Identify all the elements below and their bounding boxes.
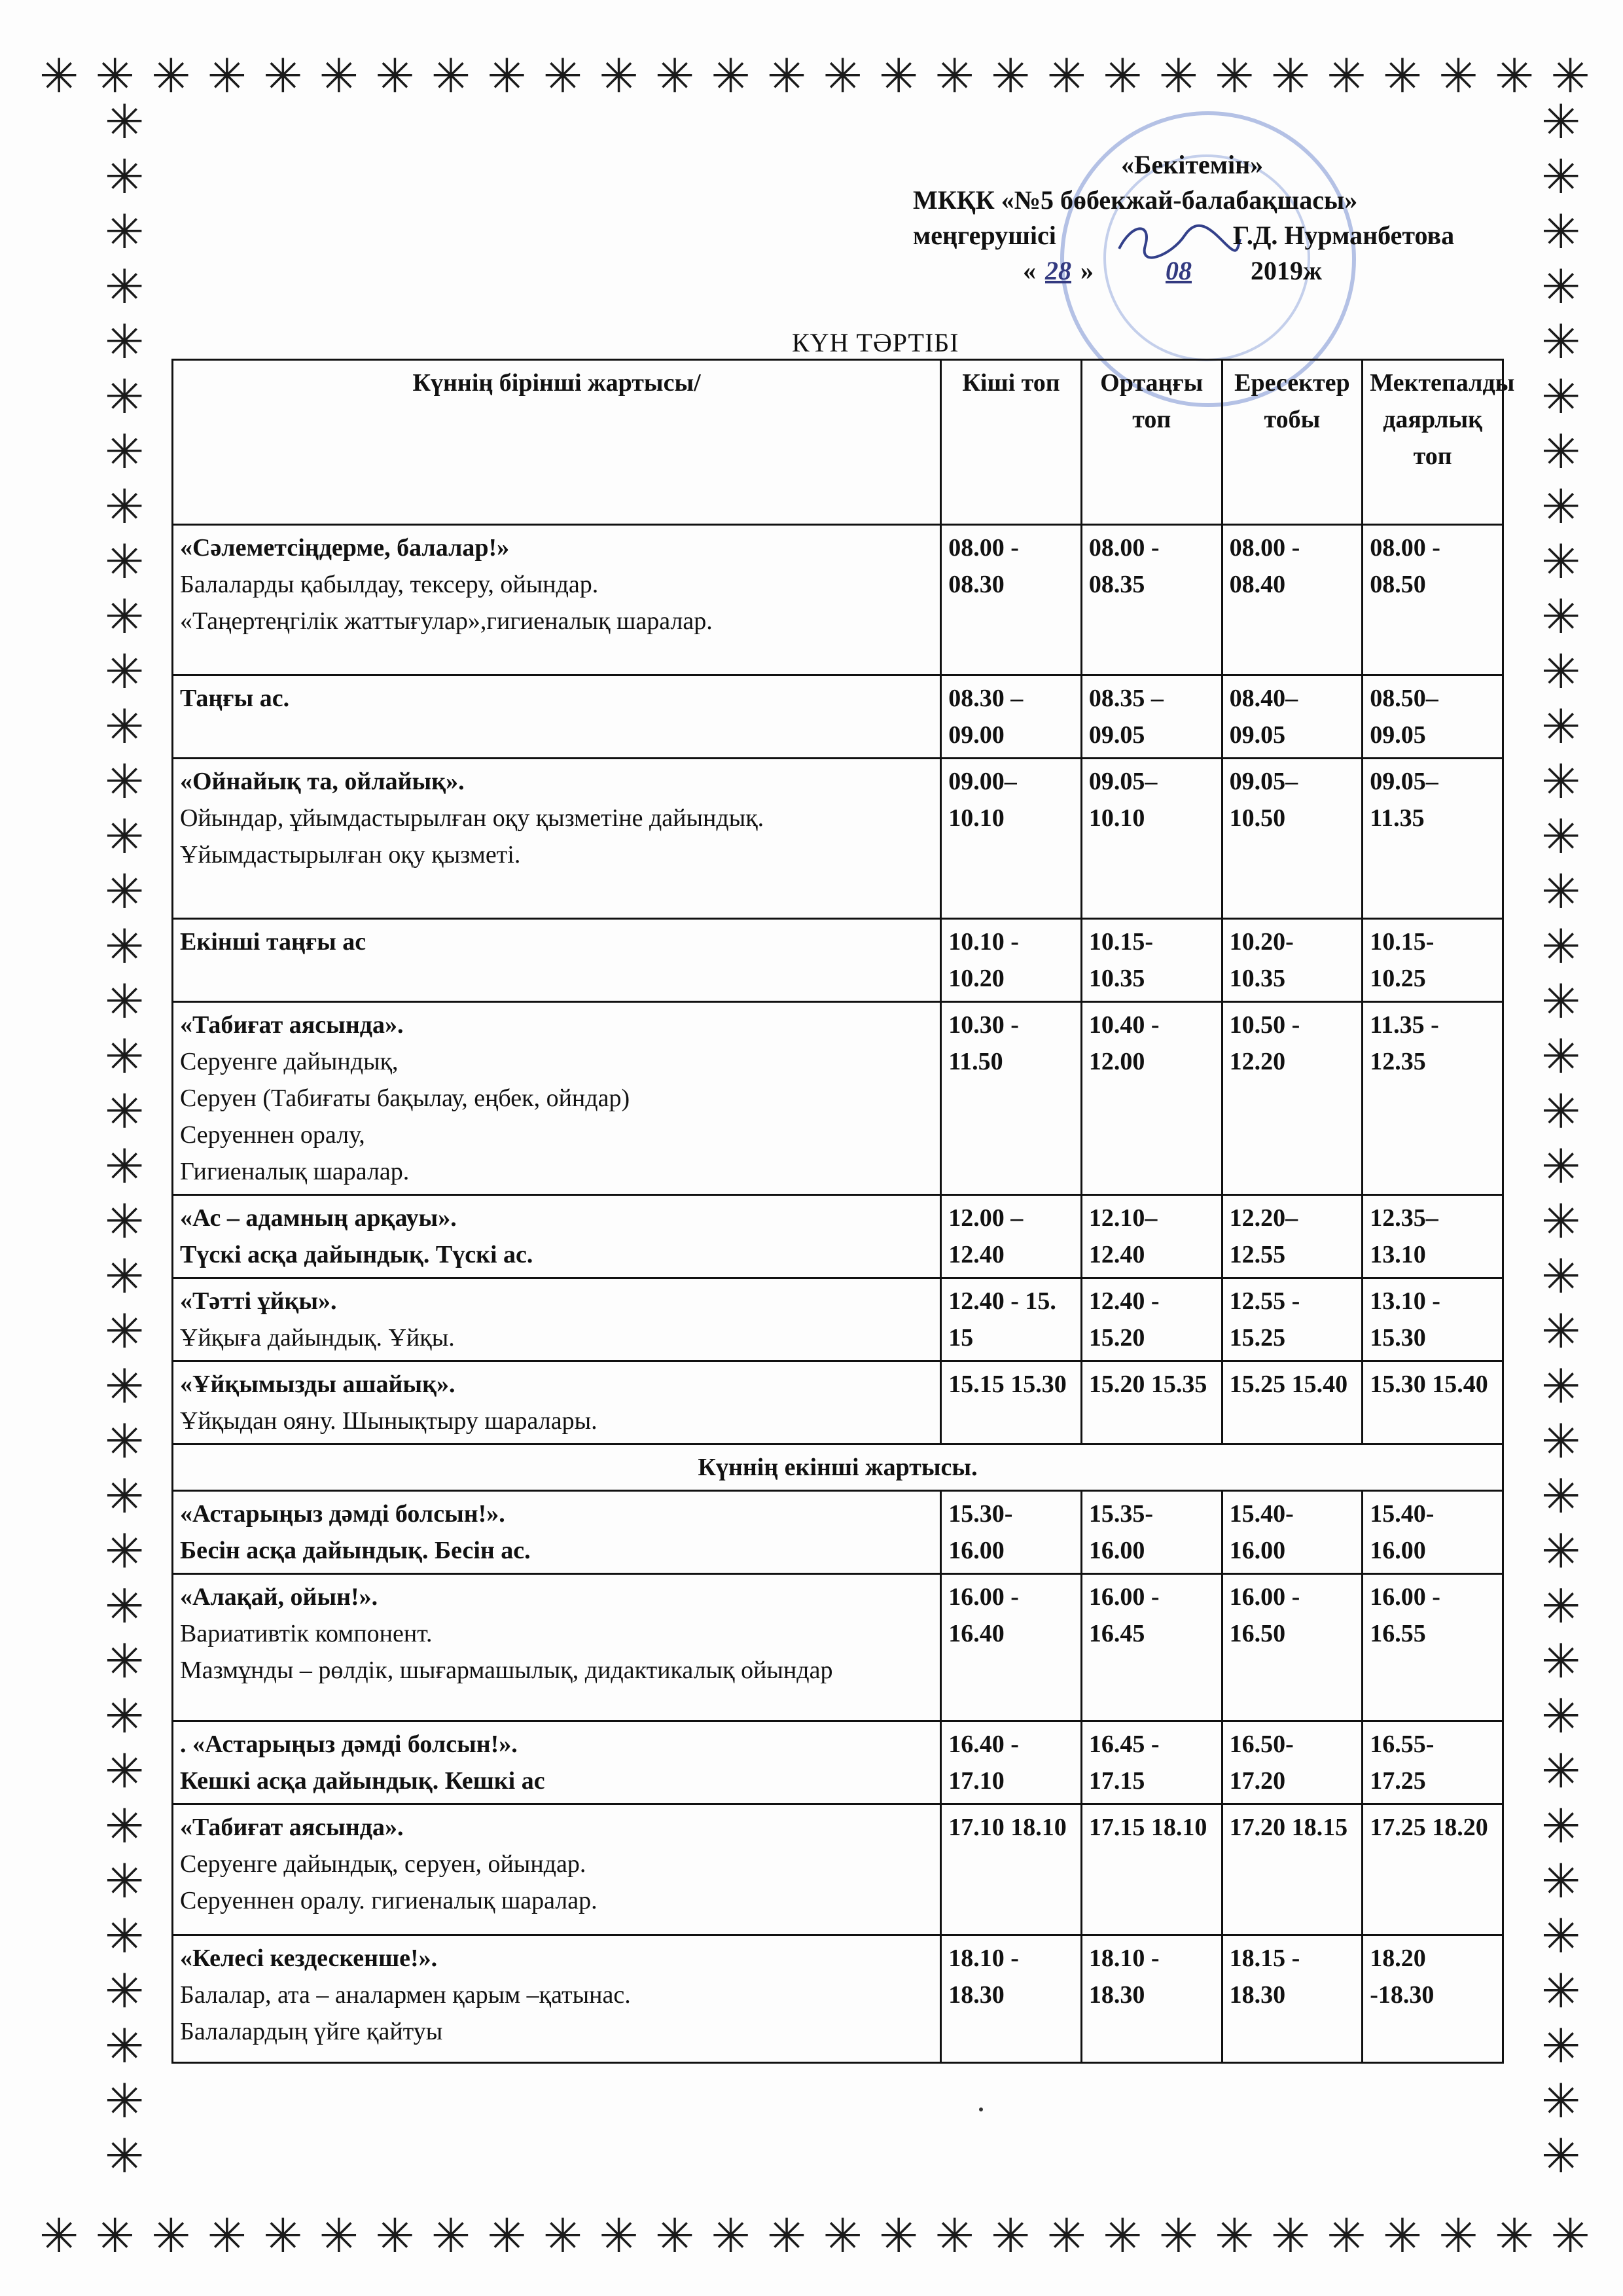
border-star-icon: ✳ — [878, 48, 919, 103]
time-cell: 11.35 - 12.35 — [1363, 1002, 1503, 1195]
time-cell: 10.10 - 10.20 — [941, 919, 1082, 1002]
border-star-icon: ✳ — [105, 1249, 145, 1304]
border-right — [1541, 94, 1581, 2183]
schedule-table — [171, 359, 1515, 2064]
border-star-icon: ✳ — [151, 48, 191, 103]
border-star-icon: ✳ — [1494, 2208, 1535, 2263]
border-star-icon: ✳ — [1541, 864, 1581, 919]
schedule-row — [173, 1935, 1503, 2063]
time-cell: 10.30 - 11.50 — [941, 1002, 1082, 1195]
border-star-icon: ✳ — [105, 94, 145, 149]
border-star-icon: ✳ — [105, 2128, 145, 2183]
schedule-row — [173, 1721, 1503, 1804]
border-star-icon: ✳ — [1541, 754, 1581, 809]
time-cell: 08.50– 09.05 — [1363, 675, 1503, 759]
border-star-icon: ✳ — [1541, 1359, 1581, 1414]
border-star-icon: ✳ — [1438, 48, 1478, 103]
border-star-icon: ✳ — [1541, 424, 1581, 479]
time-cell: 16.00 - 16.40 — [941, 1574, 1082, 1721]
activity-title: «Ас – адамның арқауы». — [180, 1204, 457, 1232]
border-star-icon: ✳ — [105, 1579, 145, 1634]
activity-line: Ұйымдастырылған оқу қызметі. — [180, 841, 521, 869]
schedule-row — [173, 1278, 1503, 1361]
activity-title: «Табиғат аясында». — [180, 1814, 404, 1841]
border-star-icon: ✳ — [1541, 1084, 1581, 1139]
border-star-icon: ✳ — [105, 2073, 145, 2128]
border-star-icon: ✳ — [95, 48, 135, 103]
time-cell: 09.05– 10.50 — [1222, 759, 1363, 919]
activity-line: «Таңертеңгілік жаттығулар»,гигиеналық шаралар. — [180, 607, 713, 635]
time-cell: 10.50 - 12.20 — [1222, 1002, 1363, 1195]
date-quote-close: » — [1080, 256, 1094, 285]
border-star-icon: ✳ — [105, 1029, 145, 1084]
border-star-icon: ✳ — [1541, 1799, 1581, 1854]
border-star-icon: ✳ — [105, 259, 145, 314]
time-cell: 09.00– 10.10 — [941, 759, 1082, 919]
border-star-icon: ✳ — [935, 48, 974, 103]
activity-cell — [173, 1804, 941, 1935]
border-star-icon: ✳ — [105, 1524, 145, 1579]
border-star-icon: ✳ — [375, 48, 415, 103]
time-cell: 12.40 - 15.20 — [1081, 1278, 1222, 1361]
activity-cell — [173, 675, 941, 759]
border-star-icon: ✳ — [1541, 369, 1581, 424]
border-star-icon: ✳ — [105, 2018, 145, 2073]
activity-line: Балалар, ата – аналармен қарым –қатынас. — [180, 1981, 631, 2009]
time-cell: 09.05– 11.35 — [1363, 759, 1503, 919]
border-star-icon: ✳ — [1541, 1579, 1581, 1634]
activity-line: Балаларды қабылдау, тексеру, ойындар. — [180, 571, 599, 598]
header-group-preschool: Мектепалды даярлық топ — [1363, 360, 1503, 525]
activity-cell — [173, 759, 941, 919]
approval-block — [913, 147, 1541, 289]
time-cell: 18.15 - 18.30 — [1222, 1935, 1363, 2063]
activity-cell — [173, 1361, 941, 1444]
schedule-row — [173, 1361, 1503, 1444]
border-star-icon: ✳ — [1550, 48, 1590, 103]
border-star-icon: ✳ — [1215, 48, 1255, 103]
border-star-icon: ✳ — [105, 1414, 145, 1469]
border-star-icon: ✳ — [431, 2208, 471, 2263]
activity-line: Серуеннен оралу. гигиеналық шаралар. — [180, 1887, 597, 1914]
border-star-icon: ✳ — [1541, 314, 1581, 369]
border-star-icon: ✳ — [105, 1964, 145, 2018]
date-month: 08 — [1166, 256, 1192, 285]
header-group-middle: Ортаңғы топ — [1081, 360, 1222, 525]
border-star-icon: ✳ — [105, 1194, 145, 1249]
time-cell: 16.40 - 17.10 — [941, 1721, 1082, 1804]
date-quote-open: « — [1023, 256, 1036, 285]
border-star-icon: ✳ — [1541, 1524, 1581, 1579]
time-cell: 12.00 – 12.40 — [941, 1195, 1082, 1278]
border-star-icon: ✳ — [105, 1799, 145, 1854]
document-title: КҮН ТӘРТІБІ — [792, 328, 959, 357]
border-star-icon: ✳ — [1541, 1304, 1581, 1359]
border-bottom — [39, 2208, 1590, 2263]
activity-title: «Келесі кездескенше!». — [180, 1945, 438, 1972]
border-star-icon: ✳ — [105, 314, 145, 369]
border-star-icon: ✳ — [1541, 259, 1581, 314]
activity-line: Серуен (Табиғаты бақылау, еңбек, ойндар) — [180, 1085, 630, 1112]
border-star-icon: ✳ — [1541, 699, 1581, 754]
time-cell: 18.20 -18.30 — [1363, 1935, 1503, 2063]
time-cell: 16.45 - 17.15 — [1081, 1721, 1222, 1804]
time-cell: 12.35– 13.10 — [1363, 1195, 1503, 1278]
border-star-icon: ✳ — [1494, 48, 1535, 103]
header-group-senior: Ересектер тобы — [1222, 360, 1363, 525]
border-star-icon: ✳ — [105, 1634, 145, 1689]
border-star-icon: ✳ — [935, 2208, 974, 2263]
border-star-icon: ✳ — [105, 1359, 145, 1414]
border-star-icon: ✳ — [1541, 1964, 1581, 2018]
border-star-icon: ✳ — [1158, 48, 1198, 103]
border-star-icon: ✳ — [1541, 1414, 1581, 1469]
activity-title: «Тәтті ұйқы». — [180, 1287, 337, 1315]
time-cell: 18.10 - 18.30 — [1081, 1935, 1222, 2063]
activity-line: Түскі асқа дайындық. Түскі ас. — [180, 1241, 533, 1268]
time-cell: 08.00 - 08.40 — [1222, 525, 1363, 675]
border-star-icon: ✳ — [599, 48, 639, 103]
time-cell: 12.10– 12.40 — [1081, 1195, 1222, 1278]
border-star-icon: ✳ — [878, 2208, 919, 2263]
border-star-icon: ✳ — [1541, 1469, 1581, 1524]
time-cell: 10.15- 10.25 — [1363, 919, 1503, 1002]
border-star-icon: ✳ — [431, 48, 471, 103]
border-star-icon: ✳ — [1541, 2128, 1581, 2183]
activity-line: Бесін асқа дайындық. Бесін ас. — [180, 1537, 531, 1564]
header-group-junior: Кіші топ — [941, 360, 1082, 525]
time-cell: 09.05– 10.10 — [1081, 759, 1222, 919]
border-star-icon: ✳ — [599, 2208, 639, 2263]
border-left — [105, 94, 145, 2183]
border-star-icon: ✳ — [105, 864, 145, 919]
time-cell: 08.30 – 09.00 — [941, 675, 1082, 759]
activity-title: «Сәлеметсіңдерме, балалар!» — [180, 534, 510, 562]
activity-title: «Ұйқымызды ашайық». — [180, 1371, 455, 1398]
border-star-icon: ✳ — [1541, 589, 1581, 644]
activity-line: Ұйқыдан ояну. Шынықтыру шаралары. — [180, 1407, 597, 1435]
border-star-icon: ✳ — [487, 48, 527, 103]
border-star-icon: ✳ — [105, 699, 145, 754]
border-star-icon: ✳ — [105, 1744, 145, 1799]
activity-line: Балалардың үйге қайтуы — [180, 2018, 443, 2045]
time-cell: 17.15 18.10 — [1081, 1804, 1222, 1935]
time-cell: 15.25 15.40 — [1222, 1361, 1363, 1444]
border-star-icon: ✳ — [105, 919, 145, 974]
border-star-icon: ✳ — [263, 48, 303, 103]
schedule-row — [173, 525, 1503, 675]
time-cell: 15.30 15.40 — [1363, 1361, 1503, 1444]
border-star-icon: ✳ — [823, 48, 863, 103]
time-cell: 08.00 - 08.50 — [1363, 525, 1503, 675]
border-star-icon: ✳ — [1327, 48, 1366, 103]
border-star-icon: ✳ — [105, 1139, 145, 1194]
border-star-icon: ✳ — [1550, 2208, 1590, 2263]
border-star-icon: ✳ — [1327, 2208, 1366, 2263]
border-star-icon: ✳ — [375, 2208, 415, 2263]
border-star-icon: ✳ — [105, 1084, 145, 1139]
time-cell: 10.15- 10.35 — [1081, 919, 1222, 1002]
time-cell: 10.40 - 12.00 — [1081, 1002, 1222, 1195]
time-cell: 17.20 18.15 — [1222, 1804, 1363, 1935]
border-star-icon: ✳ — [1541, 534, 1581, 589]
border-star-icon: ✳ — [543, 48, 583, 103]
activity-title: «Астарыңыз дәмді болсын!». — [180, 1500, 505, 1528]
schedule-row — [173, 1804, 1503, 1935]
activity-line: Мазмұнды – рөлдік, шығармашылық, дидактикалық ойындар — [180, 1657, 833, 1684]
time-cell: 12.55 - 15.25 — [1222, 1278, 1363, 1361]
border-star-icon: ✳ — [263, 2208, 303, 2263]
border-star-icon: ✳ — [1541, 919, 1581, 974]
border-star-icon: ✳ — [1382, 48, 1423, 103]
border-star-icon: ✳ — [105, 1854, 145, 1909]
time-cell: 12.40 - 15. 15 — [941, 1278, 1082, 1361]
border-star-icon: ✳ — [1541, 479, 1581, 534]
schedule-row — [173, 919, 1503, 1002]
activity-cell — [173, 919, 941, 1002]
border-star-icon: ✳ — [1541, 809, 1581, 864]
activity-cell — [173, 1195, 941, 1278]
border-star-icon: ✳ — [1541, 1854, 1581, 1909]
schedule-row — [173, 759, 1503, 919]
border-star-icon: ✳ — [105, 1689, 145, 1744]
border-star-icon: ✳ — [1158, 2208, 1198, 2263]
position-label: меңгерушісі — [913, 221, 1056, 250]
border-star-icon: ✳ — [654, 2208, 695, 2263]
activity-cell — [173, 1574, 941, 1721]
border-star-icon: ✳ — [207, 48, 247, 103]
director-name: Г.Д. Нурманбетова — [1232, 221, 1455, 250]
border-star-icon: ✳ — [1103, 2208, 1143, 2263]
border-star-icon: ✳ — [823, 2208, 863, 2263]
border-star-icon: ✳ — [1438, 2208, 1478, 2263]
border-star-icon: ✳ — [151, 2208, 191, 2263]
activity-title: . «Астарыңыз дәмді болсын!». — [180, 1731, 518, 1758]
border-star-icon: ✳ — [95, 2208, 135, 2263]
activity-line: Серуенге дайындық, серуен, ойындар. — [180, 1850, 586, 1878]
time-cell: 08.00 - 08.35 — [1081, 525, 1222, 675]
activity-title: «Алақай, ойын!». — [180, 1583, 378, 1611]
activity-title: Екінші таңғы ас — [180, 928, 366, 956]
time-cell: 15.40- 16.00 — [1222, 1491, 1363, 1574]
border-star-icon: ✳ — [39, 48, 79, 103]
activity-cell — [173, 1721, 941, 1804]
activity-line: Ұйқыға дайындық. Ұйқы. — [180, 1324, 455, 1352]
activity-cell — [173, 1278, 941, 1361]
border-star-icon: ✳ — [1270, 2208, 1311, 2263]
approval-title: «Бекітемін» — [1121, 150, 1264, 179]
time-cell: 17.25 18.20 — [1363, 1804, 1503, 1935]
border-star-icon: ✳ — [711, 2208, 751, 2263]
time-cell: 16.00 - 16.50 — [1222, 1574, 1363, 1721]
border-star-icon: ✳ — [1541, 1744, 1581, 1799]
border-star-icon: ✳ — [1215, 2208, 1255, 2263]
border-star-icon: ✳ — [991, 48, 1031, 103]
activity-title: «Ойнайық та, ойлайық». — [180, 768, 465, 795]
border-star-icon: ✳ — [1541, 149, 1581, 204]
border-star-icon: ✳ — [1541, 1139, 1581, 1194]
time-cell: 17.10 18.10 — [941, 1804, 1082, 1935]
time-cell: 08.40– 09.05 — [1222, 675, 1363, 759]
border-star-icon: ✳ — [105, 644, 145, 699]
time-cell: 16.00 - 16.45 — [1081, 1574, 1222, 1721]
time-cell: 10.20- 10.35 — [1222, 919, 1363, 1002]
border-star-icon: ✳ — [1541, 644, 1581, 699]
activity-title: Таңғы ас. — [180, 685, 290, 712]
schedule-row — [173, 1195, 1503, 1278]
time-cell: 08.35 – 09.05 — [1081, 675, 1222, 759]
section-second-half: Күннің екінші жартысы. — [173, 1444, 1503, 1491]
activity-line: Гигиеналық шаралар. — [180, 1158, 410, 1185]
border-star-icon: ✳ — [105, 974, 145, 1029]
activity-cell — [173, 1935, 941, 2063]
border-star-icon: ✳ — [105, 369, 145, 424]
time-cell: 16.50- 17.20 — [1222, 1721, 1363, 1804]
border-star-icon: ✳ — [105, 204, 145, 259]
border-star-icon: ✳ — [1270, 48, 1311, 103]
time-cell: 15.20 15.35 — [1081, 1361, 1222, 1444]
time-cell: 13.10 - 15.30 — [1363, 1278, 1503, 1361]
border-star-icon: ✳ — [105, 479, 145, 534]
time-cell: 08.00 - 08.30 — [941, 525, 1082, 675]
border-star-icon: ✳ — [105, 149, 145, 204]
border-star-icon: ✳ — [105, 589, 145, 644]
border-star-icon: ✳ — [1103, 48, 1143, 103]
border-star-icon: ✳ — [105, 424, 145, 479]
border-star-icon: ✳ — [1541, 1249, 1581, 1304]
schedule-row — [173, 675, 1503, 759]
activity-line: Серуенге дайындық, — [180, 1048, 399, 1075]
time-cell: 15.40- 16.00 — [1363, 1491, 1503, 1574]
time-cell: 12.20– 12.55 — [1222, 1195, 1363, 1278]
border-star-icon: ✳ — [766, 48, 807, 103]
border-star-icon: ✳ — [1382, 2208, 1423, 2263]
border-star-icon: ✳ — [1541, 1029, 1581, 1084]
border-star-icon: ✳ — [766, 2208, 807, 2263]
border-star-icon: ✳ — [1541, 94, 1581, 149]
activity-line: Кешкі асқа дайындық. Кешкі ас — [180, 1767, 545, 1795]
border-star-icon: ✳ — [105, 1304, 145, 1359]
border-star-icon: ✳ — [207, 2208, 247, 2263]
border-star-icon: ✳ — [105, 534, 145, 589]
time-cell: 15.35- 16.00 — [1081, 1491, 1222, 1574]
activity-line: Ойындар, ұйымдастырылған оқу қызметіне дайындық. — [180, 804, 764, 832]
activity-line: Вариативтік компонент. — [180, 1620, 433, 1647]
schedule-row — [173, 1574, 1503, 1721]
border-star-icon: ✳ — [319, 2208, 359, 2263]
border-star-icon: ✳ — [487, 2208, 527, 2263]
border-star-icon: ✳ — [319, 48, 359, 103]
schedule-row — [173, 1491, 1503, 1574]
border-star-icon: ✳ — [1541, 2018, 1581, 2073]
activity-cell — [173, 525, 941, 675]
border-star-icon: ✳ — [654, 48, 695, 103]
border-star-icon: ✳ — [1541, 2073, 1581, 2128]
border-star-icon: ✳ — [1046, 2208, 1086, 2263]
time-cell: 16.55- 17.25 — [1363, 1721, 1503, 1804]
time-cell: 15.15 15.30 — [941, 1361, 1082, 1444]
border-star-icon: ✳ — [1541, 204, 1581, 259]
date-year: 2019ж — [1251, 256, 1323, 285]
header-first-half: Күннің бірінші жартысы/ — [173, 360, 941, 525]
border-star-icon: ✳ — [1541, 1909, 1581, 1964]
border-star-icon: ✳ — [105, 809, 145, 864]
border-star-icon: ✳ — [1541, 1634, 1581, 1689]
border-star-icon: ✳ — [1541, 1689, 1581, 1744]
border-star-icon: ✳ — [1541, 974, 1581, 1029]
scan-dot — [979, 2108, 983, 2111]
activity-title: «Табиғат аясында». — [180, 1011, 404, 1039]
time-cell: 15.30- 16.00 — [941, 1491, 1082, 1574]
border-star-icon: ✳ — [39, 2208, 79, 2263]
border-star-icon: ✳ — [105, 1469, 145, 1524]
border-star-icon: ✳ — [543, 2208, 583, 2263]
border-star-icon: ✳ — [105, 1909, 145, 1964]
time-cell: 18.10 - 18.30 — [941, 1935, 1082, 2063]
activity-cell — [173, 1002, 941, 1195]
date-day: 28 — [1045, 256, 1071, 285]
border-star-icon: ✳ — [991, 2208, 1031, 2263]
schedule-row — [173, 1002, 1503, 1195]
border-star-icon: ✳ — [711, 48, 751, 103]
border-star-icon: ✳ — [105, 754, 145, 809]
activity-cell — [173, 1491, 941, 1574]
activity-line: Серуеннен оралу, — [180, 1121, 365, 1149]
border-star-icon: ✳ — [1541, 1194, 1581, 1249]
time-cell: 16.00 - 16.55 — [1363, 1574, 1503, 1721]
organization-name: МКҚК «№5 бөбекжай-балабақшасы» — [913, 185, 1358, 215]
border-star-icon: ✳ — [1046, 48, 1086, 103]
border-top — [39, 48, 1590, 103]
